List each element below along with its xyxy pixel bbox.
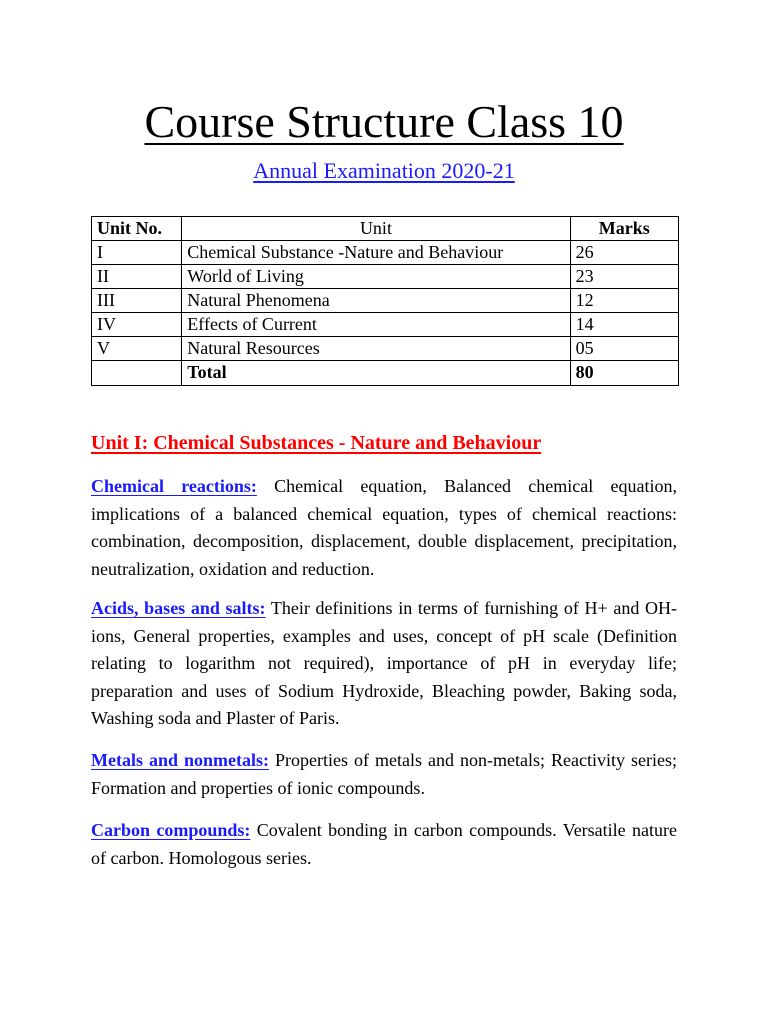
cell-marks: 14 bbox=[570, 313, 678, 337]
table-row bbox=[92, 241, 679, 265]
page-title bbox=[0, 92, 768, 152]
section-label: Metals and nonmetals: bbox=[91, 750, 270, 770]
section-carbon-compounds bbox=[91, 817, 677, 872]
cell-unit: World of Living bbox=[182, 265, 570, 289]
cell-marks: 23 bbox=[570, 265, 678, 289]
table-row bbox=[92, 265, 679, 289]
section-chemical-reactions bbox=[91, 473, 677, 583]
page-title-text: Course Structure Class 10 bbox=[144, 96, 624, 147]
table-total-row bbox=[92, 361, 679, 386]
table-header-row bbox=[92, 217, 679, 241]
page-subtitle: Annual Examination 2020-21 bbox=[253, 158, 515, 183]
unit-marks-table bbox=[91, 216, 679, 386]
cell-unit-no: II bbox=[92, 265, 182, 289]
cell-unit-no: IV bbox=[92, 313, 182, 337]
cell-unit: Natural Phenomena bbox=[182, 289, 570, 313]
cell-unit: Chemical Substance -Nature and Behaviour bbox=[182, 241, 570, 265]
cell-unit: Effects of Current bbox=[182, 313, 570, 337]
cell-unit-no: I bbox=[92, 241, 182, 265]
cell-unit: Natural Resources bbox=[182, 337, 570, 361]
cell-total-label: Total bbox=[182, 361, 570, 386]
cell-marks: 05 bbox=[570, 337, 678, 361]
section-text: Chemical equation, Balanced chemical equation, implications of a balanced chemical equation, types of chemical reactions: combination, decomposition, displacement, double displacement, precipitation, neutralization, oxidation and reduction. bbox=[91, 476, 677, 579]
section-label: Chemical reactions: bbox=[91, 476, 257, 496]
header-unit-no: Unit No. bbox=[92, 217, 182, 241]
section-metals-nonmetals bbox=[91, 747, 677, 802]
table-row bbox=[92, 289, 679, 313]
cell-total-blank bbox=[92, 361, 182, 386]
cell-marks: 26 bbox=[570, 241, 678, 265]
header-unit: Unit bbox=[182, 217, 570, 241]
unit-heading: Unit I: Chemical Substances - Nature and Behaviour bbox=[91, 432, 542, 454]
header-marks: Marks bbox=[570, 217, 678, 241]
section-label: Acids, bases and salts: bbox=[91, 598, 266, 618]
cell-marks: 12 bbox=[570, 289, 678, 313]
section-label: Carbon compounds: bbox=[91, 820, 251, 840]
section-text: Covalent bonding in carbon compounds. Versatile nature of carbon. Homologous series. bbox=[91, 820, 677, 868]
section-text: Their definitions in terms of furnishing of H+ and OH- ions, General properties, examples and uses, concept of pH scale (Definition relating to logarithm not required), importance of pH in everyday life; preparation and uses of Sodium Hydroxide, Bleaching powder, Baking soda, Washing soda and Plaster of Paris. bbox=[91, 598, 677, 728]
cell-total-marks: 80 bbox=[570, 361, 678, 386]
table-row bbox=[92, 337, 679, 361]
section-acids-bases-salts bbox=[91, 595, 677, 733]
cell-unit-no: III bbox=[92, 289, 182, 313]
table-row bbox=[92, 313, 679, 337]
section-text: Properties of metals and non-metals; Reactivity series; Formation and properties of ionic compounds. bbox=[91, 750, 678, 798]
cell-unit-no: V bbox=[92, 337, 182, 361]
